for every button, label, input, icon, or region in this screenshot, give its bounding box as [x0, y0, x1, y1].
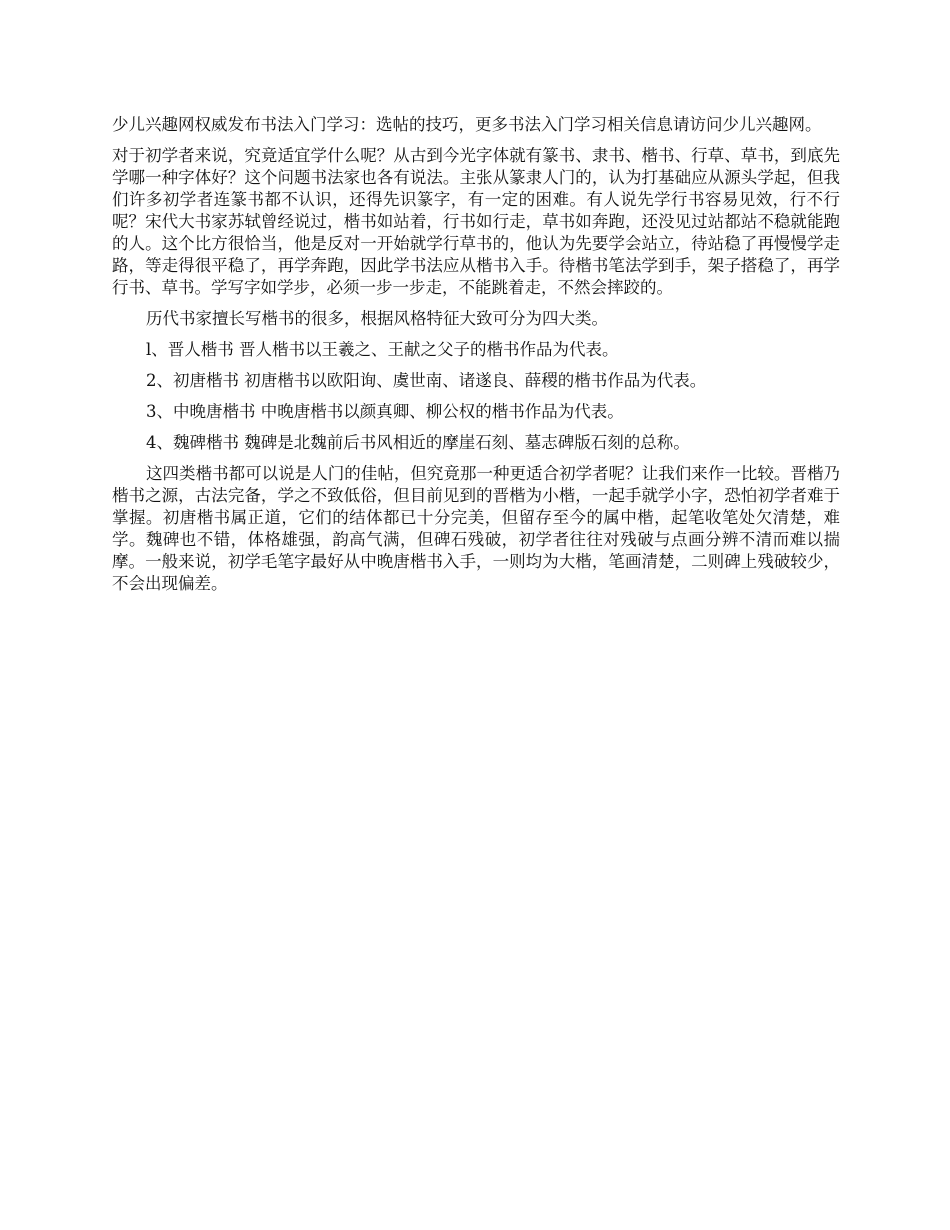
document-body	[112, 114, 840, 604]
list-item-early-tang-kaishu: 2、初唐楷书 初唐楷书以欧阳询、虞世南、诸遂良、薛稷的楷书作品为代表。	[146, 371, 707, 390]
list-item-jin-kaishu: l、晋人楷书 晋人楷书以王羲之、王献之父子的楷书作品为代表。	[146, 340, 619, 359]
paragraph-comparison: 这四类楷书都可以说是人门的佳帖，但究竟那一种更适合初学者呢？让我们来作一比较。晋楷乃楷书之源，古法完备，学之不致低俗，但目前见到的晋楷为小楷，一起手就学小字，恐怕初学者难于掌握。初唐楷书属正道，它们的结体都已十分完美，但留存至今的属中楷，起笔收笔处欠清楚，难学。魏碑也不错，体格雄强，韵高气满，但碑石残破，初学者往往对残破与点画分辨不清而难以揣摩。一般来说，初学毛笔字最好从中晚唐楷书入手，一则均为大楷，笔画清楚，二则碑上残破较少，不会出现偏差。	[112, 464, 840, 593]
list-item-mid-late-tang-kaishu: 3、中晚唐楷书 中晚唐楷书以颜真卿、柳公权的楷书作品为代表。	[146, 402, 624, 421]
paragraph-four-categories: 历代书家擅长写楷书的很多，根据风格特征大致可分为四大类。	[146, 309, 608, 328]
list-item-wei-stele-kaishu: 4、魏碑楷书 魏碑是北魏前后书风相近的摩崖石刻、墓志碑版石刻的总称。	[146, 433, 690, 452]
paragraph-choosing-script: 对于初学者来说，究竟适宜学什么呢？从古到今光字体就有篆书、隶书、楷书、行草、草书，到底先学哪一种字体好？这个问题书法家也各有说法。主张从篆隶人门的，认为打基础应从源头学起，但我们许多初学者连篆书都不认识，还得先识篆字，有一定的困难。有人说先学行书容易见效，行不行呢？宋代大书家苏轼曾经说过，楷书如站着，行书如行走，草书如奔跑，还没见过站都站不稳就能跑的人。这个比方很恰当，他是反对一开始就学行草书的，他认为先要学会站立，待站稳了再慢慢学走路，等走得很平稳了，再学奔跑，因此学书法应从楷书入手。待楷书笔法学到手，架子搭稳了，再学行书、草书。学写字如学步，必须一步一步走，不能跳着走，不然会摔跤的。	[112, 146, 840, 297]
intro-paragraph: 少儿兴趣网权威发布书法入门学习：选帖的技巧，更多书法入门学习相关信息请访问少儿兴趣网。	[112, 115, 822, 134]
